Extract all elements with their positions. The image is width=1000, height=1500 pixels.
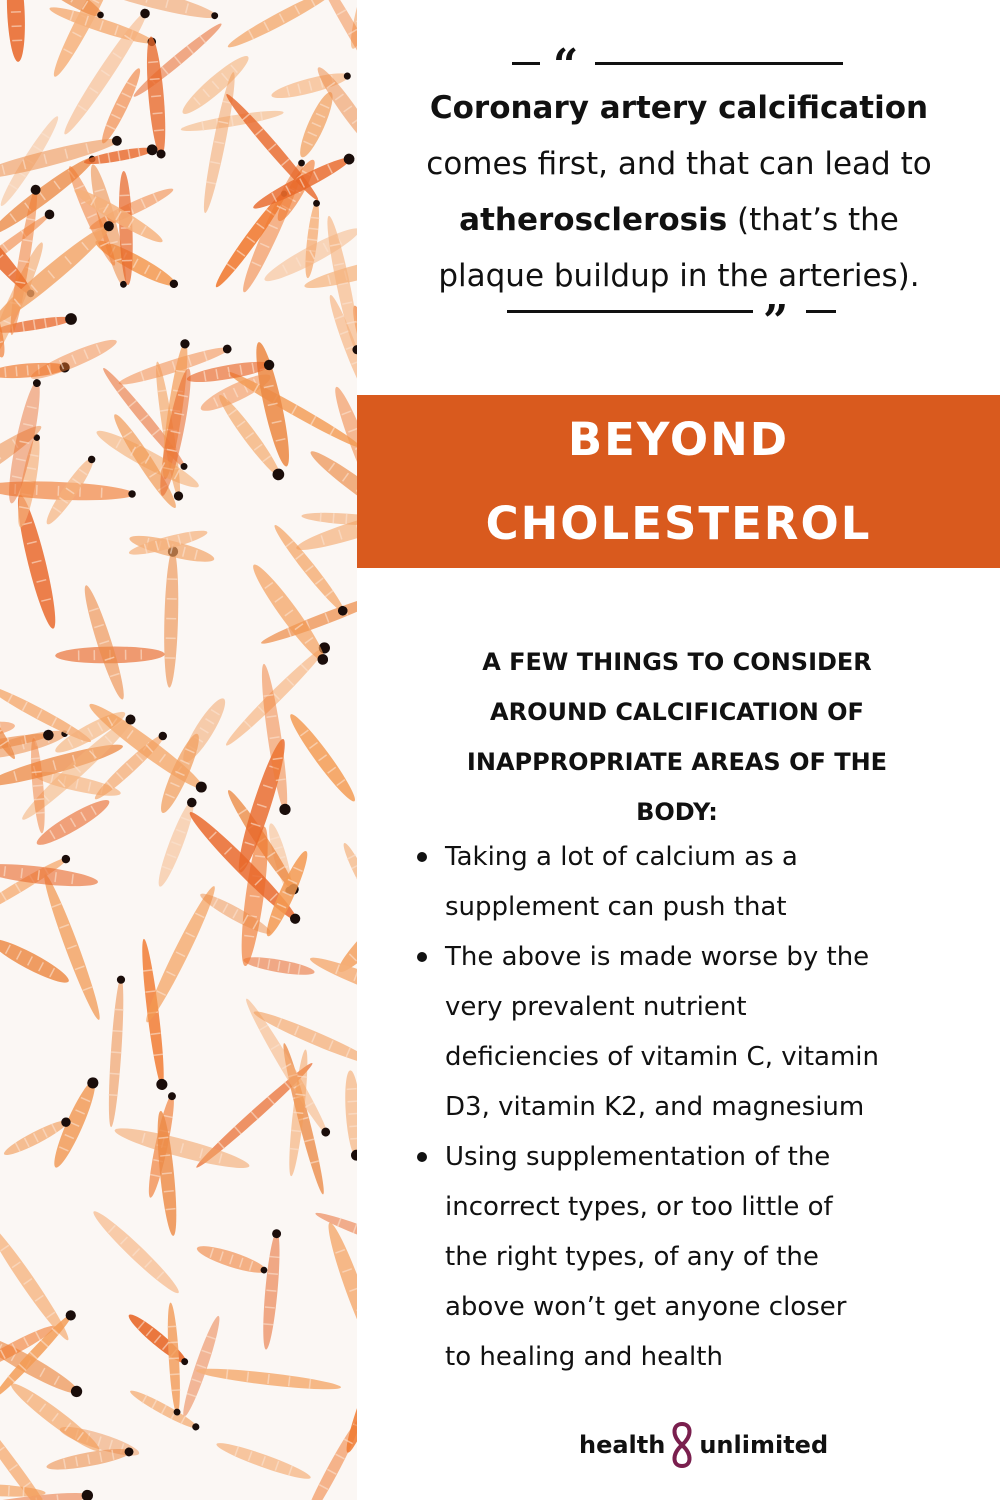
- quote-line: Coronary artery calcification: [429, 90, 929, 126]
- krill-image: [0, 0, 357, 1500]
- heading-line: INAPPROPRIATE AREAS OF THE: [466, 748, 888, 776]
- content-column: [357, 0, 1000, 1500]
- list-item-line: The above is made worse by the: [445, 942, 870, 972]
- bullet-icon: [417, 1152, 427, 1162]
- list-item-line: supplement can push that: [445, 892, 787, 922]
- list-item-line: above won’t get anyone closer: [445, 1292, 847, 1322]
- quote-rule-right-bottom: [806, 310, 836, 313]
- heading-line: BODY:: [636, 798, 718, 826]
- logo-text-right: unlimited: [699, 1431, 829, 1459]
- bullet-icon: [417, 952, 427, 962]
- section-heading: [397, 637, 957, 837]
- list-item-line: to healing and health: [445, 1342, 723, 1372]
- quote-rule-right-top: [595, 62, 843, 65]
- list-item-line: incorrect types, or too little of: [445, 1192, 833, 1222]
- infinity-knot-icon: [669, 1421, 695, 1469]
- quote-line: plaque buildup in the arteries).: [438, 258, 920, 294]
- quote-line: atherosclerosis (that’s the: [459, 202, 899, 238]
- list-item-line: Taking a lot of calcium as a: [445, 842, 798, 872]
- list-item-line: the right types, of any of the: [445, 1242, 819, 1272]
- close-quote-icon: ”: [763, 296, 789, 347]
- list-item-line: D3, vitamin K2, and magnesium: [445, 1092, 865, 1122]
- logo-text-left: health: [579, 1431, 666, 1459]
- list-item-line: very prevalent nutrient: [445, 992, 747, 1022]
- list-item-line: Using supplementation of the: [445, 1142, 831, 1172]
- considerations-list: [415, 832, 975, 1382]
- bullet-icon: [417, 852, 427, 862]
- list-item: [415, 932, 975, 1132]
- krill-photo: [0, 0, 357, 1500]
- heading-line: A FEW THINGS TO CONSIDER: [482, 648, 872, 676]
- list-item: [415, 832, 975, 932]
- quote-text: [375, 80, 983, 304]
- quote-rule-left-top: [512, 62, 540, 65]
- list-item-line: deficiencies of vitamin C, vitamin: [445, 1042, 880, 1072]
- banner-title-line1: BEYOND: [567, 412, 790, 466]
- quote-rule-left-bottom: [507, 310, 753, 313]
- heading-line: AROUND CALCIFICATION OF: [490, 698, 864, 726]
- open-quote-icon: “: [553, 40, 579, 91]
- banner-title-line2: CHOLESTEROL: [485, 496, 872, 550]
- title-banner: [357, 395, 1000, 568]
- brand-logo: [579, 1418, 828, 1472]
- quote-line: comes first, and that can lead to: [426, 146, 932, 182]
- list-item: [415, 1132, 975, 1382]
